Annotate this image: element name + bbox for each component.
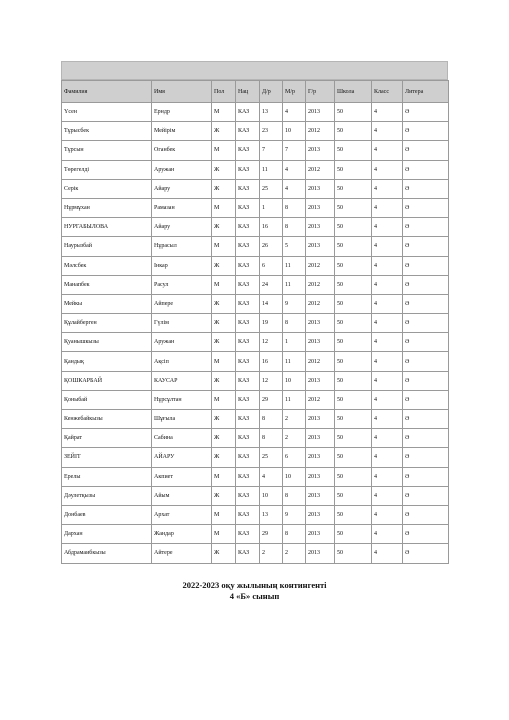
table-cell: 2012 bbox=[306, 160, 335, 179]
table-row bbox=[62, 544, 449, 563]
table-cell: КАЗ bbox=[236, 467, 260, 486]
table-cell: 4 bbox=[372, 525, 403, 544]
table-cell: 2012 bbox=[306, 256, 335, 275]
table-cell: 4 bbox=[372, 333, 403, 352]
table-cell: 50 bbox=[335, 486, 372, 505]
table-cell: Ә bbox=[403, 179, 449, 198]
table-cell: 2013 bbox=[306, 198, 335, 217]
table-row bbox=[62, 275, 449, 294]
table-cell: 2012 bbox=[306, 122, 335, 141]
table-cell: 5 bbox=[283, 237, 306, 256]
table-cell: 2013 bbox=[306, 103, 335, 122]
table-cell: 4 bbox=[372, 314, 403, 333]
table-cell: Ж bbox=[212, 429, 236, 448]
table-cell: 4 bbox=[372, 390, 403, 409]
table-cell: Інкар bbox=[152, 256, 212, 275]
table-cell: ЗЕЙІТ bbox=[62, 448, 152, 467]
table-cell: Қуанышкызы bbox=[62, 333, 152, 352]
table-cell: 29 bbox=[260, 525, 283, 544]
table-cell: Ә bbox=[403, 237, 449, 256]
table-cell: Ә bbox=[403, 352, 449, 371]
table-cell: 50 bbox=[335, 448, 372, 467]
table-cell: 4 bbox=[372, 352, 403, 371]
table-row bbox=[62, 390, 449, 409]
table-cell: Расул bbox=[152, 275, 212, 294]
table-cell: Нұрасыл bbox=[152, 237, 212, 256]
table-cell: 9 bbox=[283, 294, 306, 313]
table-cell: М bbox=[212, 275, 236, 294]
table-cell: 14 bbox=[260, 294, 283, 313]
table-cell: КАЗ bbox=[236, 275, 260, 294]
table-cell: Ж bbox=[212, 294, 236, 313]
table-cell: 10 bbox=[283, 371, 306, 390]
table-cell: 11 bbox=[283, 390, 306, 409]
table-cell: 4 bbox=[372, 544, 403, 563]
table-cell: Ж bbox=[212, 544, 236, 563]
table-cell: КАЗ bbox=[236, 314, 260, 333]
table-cell: Серік bbox=[62, 179, 152, 198]
table-row bbox=[62, 429, 449, 448]
table-cell: 13 bbox=[260, 103, 283, 122]
table-cell: М bbox=[212, 103, 236, 122]
table-cell: 10 bbox=[283, 122, 306, 141]
table-cell: 11 bbox=[283, 256, 306, 275]
table-cell: Ә bbox=[403, 218, 449, 237]
table-cell: 6 bbox=[283, 448, 306, 467]
column-header: Фамилия bbox=[62, 81, 152, 103]
table-cell: Ә bbox=[403, 122, 449, 141]
table-row bbox=[62, 237, 449, 256]
table-cell: 2013 bbox=[306, 525, 335, 544]
table-cell: Ерелы bbox=[62, 467, 152, 486]
student-roster-table bbox=[61, 80, 449, 564]
table-cell: Ж bbox=[212, 160, 236, 179]
table-cell: Ә bbox=[403, 141, 449, 160]
table-cell: 2013 bbox=[306, 448, 335, 467]
table-cell: 50 bbox=[335, 198, 372, 217]
table-cell: 2 bbox=[283, 429, 306, 448]
table-row bbox=[62, 448, 449, 467]
table-row bbox=[62, 410, 449, 429]
table-cell: Донбаев bbox=[62, 505, 152, 524]
table-cell: 2013 bbox=[306, 467, 335, 486]
table-cell: 50 bbox=[335, 429, 372, 448]
table-cell: 50 bbox=[335, 314, 372, 333]
table-cell: М bbox=[212, 505, 236, 524]
table-cell: 4 bbox=[372, 103, 403, 122]
table-cell: Ж bbox=[212, 122, 236, 141]
table-cell: 50 bbox=[335, 505, 372, 524]
table-cell: Тұрсын bbox=[62, 141, 152, 160]
table-cell: 8 bbox=[283, 486, 306, 505]
table-cell: 4 bbox=[372, 141, 403, 160]
table-cell: 2012 bbox=[306, 352, 335, 371]
table-cell: Ә bbox=[403, 103, 449, 122]
table-cell: 13 bbox=[260, 505, 283, 524]
table-row bbox=[62, 256, 449, 275]
table-cell: 50 bbox=[335, 352, 372, 371]
table-cell: 50 bbox=[335, 122, 372, 141]
table-row bbox=[62, 467, 449, 486]
table-cell: 8 bbox=[260, 429, 283, 448]
table-cell: 11 bbox=[283, 275, 306, 294]
table-cell: ҚОШКАРБАЙ bbox=[62, 371, 152, 390]
table-cell: Ә bbox=[403, 275, 449, 294]
table-cell: 50 bbox=[335, 390, 372, 409]
table-cell: Аружан bbox=[152, 333, 212, 352]
table-cell: Ә bbox=[403, 410, 449, 429]
table-cell: 4 bbox=[372, 429, 403, 448]
table-cell: Ә bbox=[403, 486, 449, 505]
table-cell: Ж bbox=[212, 333, 236, 352]
table-cell: Ж bbox=[212, 179, 236, 198]
table-cell: Абдрамаибкызы bbox=[62, 544, 152, 563]
table-cell: Наурызбай bbox=[62, 237, 152, 256]
table-cell: Ә bbox=[403, 333, 449, 352]
column-header: Класс bbox=[372, 81, 403, 103]
table-cell: КАЗ bbox=[236, 218, 260, 237]
class-subtitle: 4 «Б» сынып bbox=[229, 591, 280, 601]
table-cell: 2013 bbox=[306, 218, 335, 237]
table-cell: 4 bbox=[283, 179, 306, 198]
table-cell: КАЗ bbox=[236, 103, 260, 122]
table-cell: 50 bbox=[335, 467, 372, 486]
table-cell: 50 bbox=[335, 179, 372, 198]
table-cell: 50 bbox=[335, 103, 372, 122]
table-cell: Ж bbox=[212, 371, 236, 390]
table-cell: 25 bbox=[260, 179, 283, 198]
table-cell: 4 bbox=[372, 237, 403, 256]
table-cell: 4 bbox=[372, 410, 403, 429]
table-cell: Мейкы bbox=[62, 294, 152, 313]
table-row bbox=[62, 333, 449, 352]
table-cell: КАЗ bbox=[236, 237, 260, 256]
table-cell: 8 bbox=[283, 198, 306, 217]
table-cell: 2 bbox=[260, 544, 283, 563]
table-cell: Кенжебайкызы bbox=[62, 410, 152, 429]
table-cell: Ақсіп bbox=[152, 352, 212, 371]
table-cell: КАЗ bbox=[236, 390, 260, 409]
table-cell: Ж bbox=[212, 448, 236, 467]
table-cell: М bbox=[212, 237, 236, 256]
table-cell: 11 bbox=[283, 352, 306, 371]
table-cell: 2013 bbox=[306, 429, 335, 448]
table-cell: Нұрсұлтан bbox=[152, 390, 212, 409]
table-cell: КАЗ bbox=[236, 122, 260, 141]
table-cell: 12 bbox=[260, 371, 283, 390]
column-header: Литера bbox=[403, 81, 449, 103]
table-cell: Жандар bbox=[152, 525, 212, 544]
table-cell: КАЗ bbox=[236, 371, 260, 390]
table-cell: КАЗ bbox=[236, 179, 260, 198]
column-header: Пол bbox=[212, 81, 236, 103]
table-cell: Ә bbox=[403, 294, 449, 313]
table-cell: Ә bbox=[403, 505, 449, 524]
table-row bbox=[62, 486, 449, 505]
table-cell: Ә bbox=[403, 390, 449, 409]
document-title: 2022-2023 оқу жылының контингенті bbox=[182, 580, 327, 590]
table-cell: 4 bbox=[372, 294, 403, 313]
table-cell: 19 bbox=[260, 314, 283, 333]
table-cell: М bbox=[212, 198, 236, 217]
table-cell: КАЗ bbox=[236, 544, 260, 563]
column-header: Д/р bbox=[260, 81, 283, 103]
table-cell: Гүлім bbox=[152, 314, 212, 333]
table-cell: КАЗ bbox=[236, 352, 260, 371]
table-cell: 11 bbox=[260, 160, 283, 179]
table-cell: 4 bbox=[372, 275, 403, 294]
table-body bbox=[62, 103, 449, 564]
table-cell: 2013 bbox=[306, 314, 335, 333]
table-cell: 2013 bbox=[306, 141, 335, 160]
table-cell: КАЗ bbox=[236, 160, 260, 179]
table-cell: М bbox=[212, 352, 236, 371]
table-cell: Айым bbox=[152, 486, 212, 505]
table-cell: Ж bbox=[212, 218, 236, 237]
table-cell: 2012 bbox=[306, 294, 335, 313]
table-row bbox=[62, 179, 449, 198]
table-cell: 10 bbox=[260, 486, 283, 505]
table-cell: Қандық bbox=[62, 352, 152, 371]
table-cell: КАЗ bbox=[236, 505, 260, 524]
table-cell: Ж bbox=[212, 256, 236, 275]
table-cell: Ж bbox=[212, 486, 236, 505]
table-row bbox=[62, 294, 449, 313]
table-cell: 2013 bbox=[306, 333, 335, 352]
table-cell: Нұрмұхан bbox=[62, 198, 152, 217]
table-cell: 4 bbox=[372, 122, 403, 141]
table-cell: 2013 bbox=[306, 237, 335, 256]
table-cell: Манапбек bbox=[62, 275, 152, 294]
table-top-band bbox=[61, 61, 448, 80]
table-cell: Төрегелді bbox=[62, 160, 152, 179]
table-cell: М bbox=[212, 390, 236, 409]
table-cell: Ә bbox=[403, 198, 449, 217]
table-cell: КАЗ bbox=[236, 294, 260, 313]
table-cell: 16 bbox=[260, 218, 283, 237]
table-cell: 9 bbox=[283, 505, 306, 524]
table-cell: М bbox=[212, 467, 236, 486]
table-cell: Ж bbox=[212, 314, 236, 333]
table-cell: 4 bbox=[372, 198, 403, 217]
table-cell: 50 bbox=[335, 160, 372, 179]
table-cell: М bbox=[212, 525, 236, 544]
table-cell: 4 bbox=[260, 467, 283, 486]
table-cell: Ә bbox=[403, 256, 449, 275]
table-header-row bbox=[62, 81, 449, 103]
table-cell: Рамазан bbox=[152, 198, 212, 217]
column-header: Нац bbox=[236, 81, 260, 103]
table-cell: 2012 bbox=[306, 390, 335, 409]
table-cell: 2013 bbox=[306, 410, 335, 429]
table-cell: 4 bbox=[372, 179, 403, 198]
table-cell: 50 bbox=[335, 275, 372, 294]
table-cell: Ерндр bbox=[152, 103, 212, 122]
table-cell: 4 bbox=[372, 467, 403, 486]
table-cell: КАЗ bbox=[236, 448, 260, 467]
table-cell: АЙАРУ bbox=[152, 448, 212, 467]
table-cell: Ә bbox=[403, 448, 449, 467]
table-cell: 2012 bbox=[306, 275, 335, 294]
table-cell: КАЗ bbox=[236, 429, 260, 448]
table-cell: 4 bbox=[372, 448, 403, 467]
column-header: Г/р bbox=[306, 81, 335, 103]
table-cell: 12 bbox=[260, 333, 283, 352]
table-cell: Құлайберген bbox=[62, 314, 152, 333]
table-cell: Архат bbox=[152, 505, 212, 524]
table-cell: Мейірім bbox=[152, 122, 212, 141]
table-cell: 4 bbox=[372, 486, 403, 505]
table-row bbox=[62, 371, 449, 390]
table-cell: КАЗ bbox=[236, 486, 260, 505]
table-cell: 2013 bbox=[306, 505, 335, 524]
table-cell: 50 bbox=[335, 544, 372, 563]
table-cell: Сабина bbox=[152, 429, 212, 448]
table-cell: 4 bbox=[372, 371, 403, 390]
table-cell: КАЗ bbox=[236, 141, 260, 160]
table-cell: 50 bbox=[335, 333, 372, 352]
table-cell: 10 bbox=[283, 467, 306, 486]
table-cell: Дархан bbox=[62, 525, 152, 544]
table-cell: 2 bbox=[283, 410, 306, 429]
table-cell: Қоныбай bbox=[62, 390, 152, 409]
table-cell: 25 bbox=[260, 448, 283, 467]
table-cell: Ә bbox=[403, 314, 449, 333]
table-cell: Аружан bbox=[152, 160, 212, 179]
table-cell: Тұрысбек bbox=[62, 122, 152, 141]
table-cell: 23 bbox=[260, 122, 283, 141]
table-row bbox=[62, 160, 449, 179]
table-cell: Мәлсбек bbox=[62, 256, 152, 275]
table-cell: 50 bbox=[335, 410, 372, 429]
table-cell: 2013 bbox=[306, 486, 335, 505]
table-cell: Ә bbox=[403, 160, 449, 179]
table-cell: 7 bbox=[260, 141, 283, 160]
table-row bbox=[62, 122, 449, 141]
table-cell: 2 bbox=[283, 544, 306, 563]
table-cell: 1 bbox=[260, 198, 283, 217]
table-cell: Ә bbox=[403, 371, 449, 390]
table-cell: Қайрат bbox=[62, 429, 152, 448]
table-cell: КАУСАР bbox=[152, 371, 212, 390]
table-cell: 50 bbox=[335, 256, 372, 275]
table-cell: 2013 bbox=[306, 371, 335, 390]
table-cell: Ә bbox=[403, 544, 449, 563]
table-cell: 16 bbox=[260, 352, 283, 371]
table-cell: КАЗ bbox=[236, 333, 260, 352]
table-cell: Айпере bbox=[152, 294, 212, 313]
column-header: Школа bbox=[335, 81, 372, 103]
table-cell: 1 bbox=[283, 333, 306, 352]
table-cell: 50 bbox=[335, 141, 372, 160]
table-cell: Ә bbox=[403, 525, 449, 544]
table-cell: Акпиет bbox=[152, 467, 212, 486]
table-cell: КАЗ bbox=[236, 198, 260, 217]
table-row bbox=[62, 352, 449, 371]
table-row bbox=[62, 218, 449, 237]
table-cell: 2013 bbox=[306, 179, 335, 198]
table-row bbox=[62, 198, 449, 217]
table-cell: Айару bbox=[152, 218, 212, 237]
table-row bbox=[62, 525, 449, 544]
table-cell: КАЗ bbox=[236, 410, 260, 429]
table-cell: 4 bbox=[372, 160, 403, 179]
table-cell: 7 bbox=[283, 141, 306, 160]
table-cell: 50 bbox=[335, 294, 372, 313]
table-cell: 8 bbox=[283, 218, 306, 237]
table-cell: КАЗ bbox=[236, 256, 260, 275]
table-cell: М bbox=[212, 141, 236, 160]
table-cell: 4 bbox=[372, 218, 403, 237]
table-cell: 50 bbox=[335, 218, 372, 237]
table-cell: 4 bbox=[283, 103, 306, 122]
table-cell: 2013 bbox=[306, 544, 335, 563]
table-cell: 29 bbox=[260, 390, 283, 409]
table-cell: Оганбек bbox=[152, 141, 212, 160]
table-row bbox=[62, 505, 449, 524]
table-cell: Ә bbox=[403, 429, 449, 448]
table-cell: 50 bbox=[335, 525, 372, 544]
table-cell: 4 bbox=[283, 160, 306, 179]
table-cell: 50 bbox=[335, 371, 372, 390]
table-cell: Айтере bbox=[152, 544, 212, 563]
table-cell: Дәулетқызы bbox=[62, 486, 152, 505]
table-cell: Ж bbox=[212, 410, 236, 429]
table-cell: 50 bbox=[335, 237, 372, 256]
column-header: М/р bbox=[283, 81, 306, 103]
column-header: Имя bbox=[152, 81, 212, 103]
table-cell: 26 bbox=[260, 237, 283, 256]
table-row bbox=[62, 141, 449, 160]
table-cell: Ә bbox=[403, 467, 449, 486]
table-row bbox=[62, 314, 449, 333]
table-cell: 8 bbox=[283, 525, 306, 544]
table-cell: НУРГАБЫЛОВА bbox=[62, 218, 152, 237]
table-cell: 4 bbox=[372, 256, 403, 275]
table-cell: 6 bbox=[260, 256, 283, 275]
table-row bbox=[62, 103, 449, 122]
table-cell: 8 bbox=[283, 314, 306, 333]
table-cell: Шұғыла bbox=[152, 410, 212, 429]
table-cell: КАЗ bbox=[236, 525, 260, 544]
table-cell: 4 bbox=[372, 505, 403, 524]
table-cell: Айару bbox=[152, 179, 212, 198]
table-cell: 24 bbox=[260, 275, 283, 294]
table-cell: Үсен bbox=[62, 103, 152, 122]
table-cell: 8 bbox=[260, 410, 283, 429]
